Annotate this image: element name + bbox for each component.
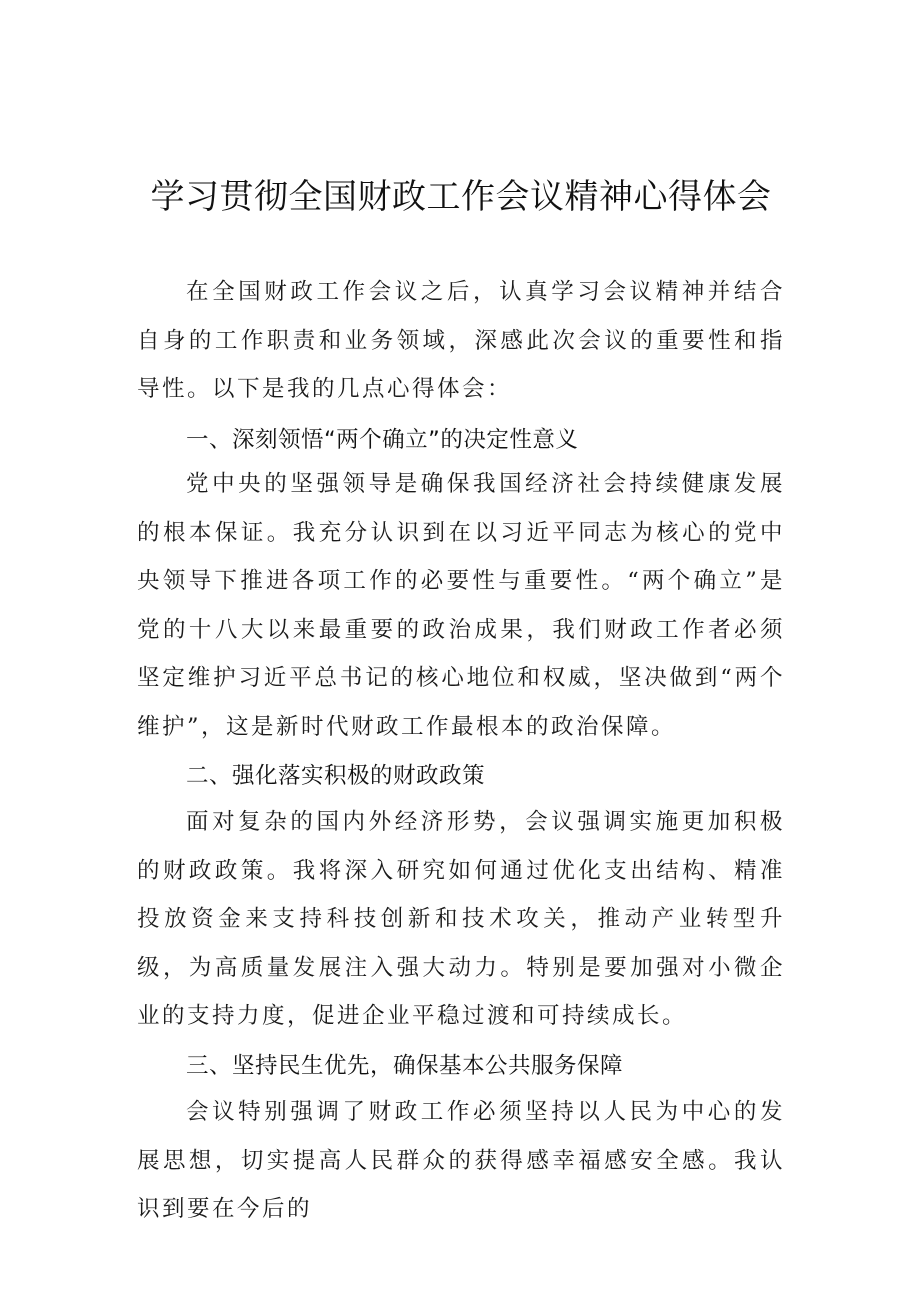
document-title: 学习贯彻全国财政工作会议精神心得体会 [150, 177, 772, 217]
intro-paragraph: 在全国财政工作会议之后，认真学习会议精神并结合自身的工作职责和业务领域，深感此次会议的重要性和指导性。以下是我的几点心得体会： [137, 279, 785, 402]
section-heading-2: 二、强化落实积极的财政政策 [186, 763, 486, 789]
section-heading-1: 一、深刻领悟“两个确立”的决定性意义 [186, 427, 579, 453]
section-paragraph-2: 面对复杂的国内外经济形势，会议强调实施更加积极的财政政策。我将深入研究如何通过优化支出结构、精准投放资金来支持科技创新和技术攻关，推动产业转型升级，为高质量发展注入强大动力。特别是要加强对小微企业的支持力度，促进企业平稳过渡和可持续成长。 [137, 809, 785, 1029]
section-heading-3: 三、坚持民生优先，确保基本公共服务保障 [186, 1053, 624, 1079]
section-paragraph-1: 党中央的坚强领导是确保我国经济社会持续健康发展的根本保证。我充分认识到在以习近平同志为核心的党中央领导下推进各项工作的必要性与重要性。“两个确立”是党的十八大以来最重要的政治成果，我们财政工作者必须坚定维护习近平总书记的核心地位和权威，坚决做到“两个维护”，这是新时代财政工作最根本的政治保障。 [137, 471, 785, 740]
section-paragraph-3: 会议特别强调了财政工作必须坚持以人民为中心的发展思想，切实提高人民群众的获得感幸福感安全感。我认识到要在今后的 [137, 1099, 785, 1222]
